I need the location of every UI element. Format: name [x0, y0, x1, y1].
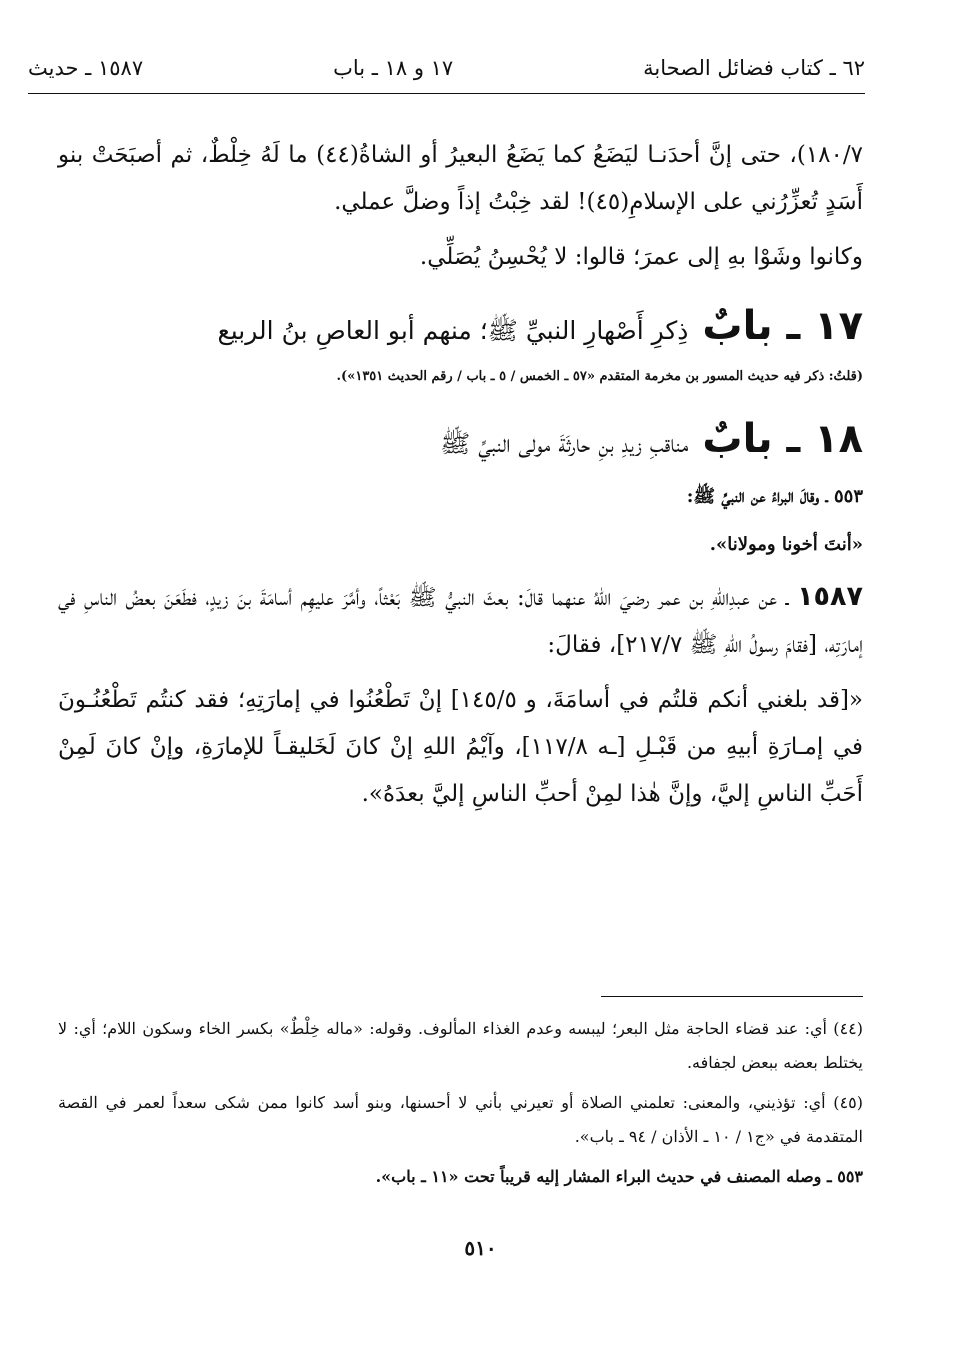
header-book-title: ٦٢ ـ كتاب فضائل الصحابة: [643, 56, 865, 80]
page-number: ٥١٠: [464, 1236, 497, 1260]
ta-liq-553: ٥٥٣ ـ وقالَ البراءُ عن النبيِّ ﷺ:: [686, 486, 863, 507]
header-hadith-number: ١٥٨٧ ـ حديث: [28, 56, 144, 80]
hadith-number: ١٥٨٧: [797, 581, 863, 612]
footnote-rule: [601, 996, 863, 997]
hadith-1587-quote: «[قد بلغني أنكم قلتُم في أسامَةَ، و ١٤٥/٥] إنْ تَطْعُنُوا في إمارَتِهِ؛ فقد كنتُم تَطْعُنُـونَ في إمـارَةِ أبيهِ من قَبْـلِ [ـه ١١٧/٨]، وآيْمُ اللهِ إنْ كانَ لَخَليقـاً للإمارَةِ، وإنْ كانَ لَمِنْ أَحَبِّ الناسِ إليَّ، وإنَّ هٰذا لمِنْ أحبِّ الناسِ إليَّ بعدَهُ».: [58, 687, 864, 807]
running-header: [28, 56, 865, 80]
hadith-text: ـ عن عبدِاللهِ بن عمر رضيَ اللهُ عنهما قالَ: بعثَ النبيُّ ﷺ بَعْثاً، وأمَّرَ عليهِم أسامَةَ بنَ زيدٍ، فطَعَنَ بعضُ الناسِ في إمارَتِه، [فقامَ رسولُ اللهِ ﷺ ٢١٧/٧]، فقالَ:: [58, 585, 863, 658]
chapter-keyword: ـ بابٌ: [702, 416, 801, 462]
main-text: [58, 132, 863, 826]
footnotes: [58, 1012, 863, 1200]
footnote-45: (٤٥) أي: تؤذيني، والمعنى: تعلمني الصلاة أو تعيرني بأني لا أحسنها، وبنو أسد كانوا ممن شكى سعداً لعمر في القصة المتقدمة في «ج١ / ١٠ ـ الأذان / ٩٤ ـ باب».: [58, 1093, 863, 1146]
header-chapter-range: ١٧ و ١٨ ـ باب: [333, 56, 454, 80]
chapter-number: ١٧: [814, 303, 863, 349]
quote-553: «أنتَ أخونا ومولانا».: [709, 534, 863, 555]
chapter-note: (قلتُ: ذكر فيه حديث المسور بن مخرمة المتقدم «٥٧ ـ الخمس / ٥ ـ باب / رقم الحديث ١٣٥١»).: [336, 369, 863, 384]
chapter-number: ١٨: [814, 416, 863, 462]
footnote-44: (٤٤) أي: عند قضاء الحاجة مثل البعر؛ ليبسه وعدم الغذاء المألوف. وقوله: «ماله خِلْطٌ» بكسر الخاء وسكون اللام؛ أي: لا يختلط بعضه ببعض لجفافه.: [58, 1019, 863, 1072]
chapter-heading-18: [58, 412, 863, 471]
chapter-keyword: ـ بابٌ: [702, 303, 801, 349]
hadith-1587: [58, 573, 863, 669]
chapter-title: ذِكرِ أَصْهارِ النبيِّ ﷺ؛ منهم أبو العاصِ بنُ الربيع: [217, 316, 689, 345]
chapter-heading-17: [58, 299, 863, 358]
paragraph-continuation: ١٨٠/٧)، حتى إنَّ أحدَنـا ليَضَعُ كما يَضَعُ البعيرُ أو الشاةُ(٤٤) ما لَهُ خِلْطٌ، ثم أصبَحَتْ بنو أَسَدٍ تُعزِّرُني على الإسلامِ(٤٥)! لقد خِبْتُ إذاً وضلَّ عملي.: [58, 142, 863, 215]
paragraph-narration: وكانوا وشَوْا بهِ إلى عمرَ؛ قالوا: لا يُحْسِنُ يُصَلِّي.: [419, 244, 863, 270]
chapter-title: مناقبِ زيدِ بنِ حارثَةَ مولى النبيِّ ﷺ: [440, 429, 689, 458]
header-rule: [28, 93, 865, 94]
note-553: ٥٥٣ ـ وصله المصنف في حديث البراء المشار إليه قريباً تحت «١١ ـ باب».: [375, 1167, 863, 1186]
